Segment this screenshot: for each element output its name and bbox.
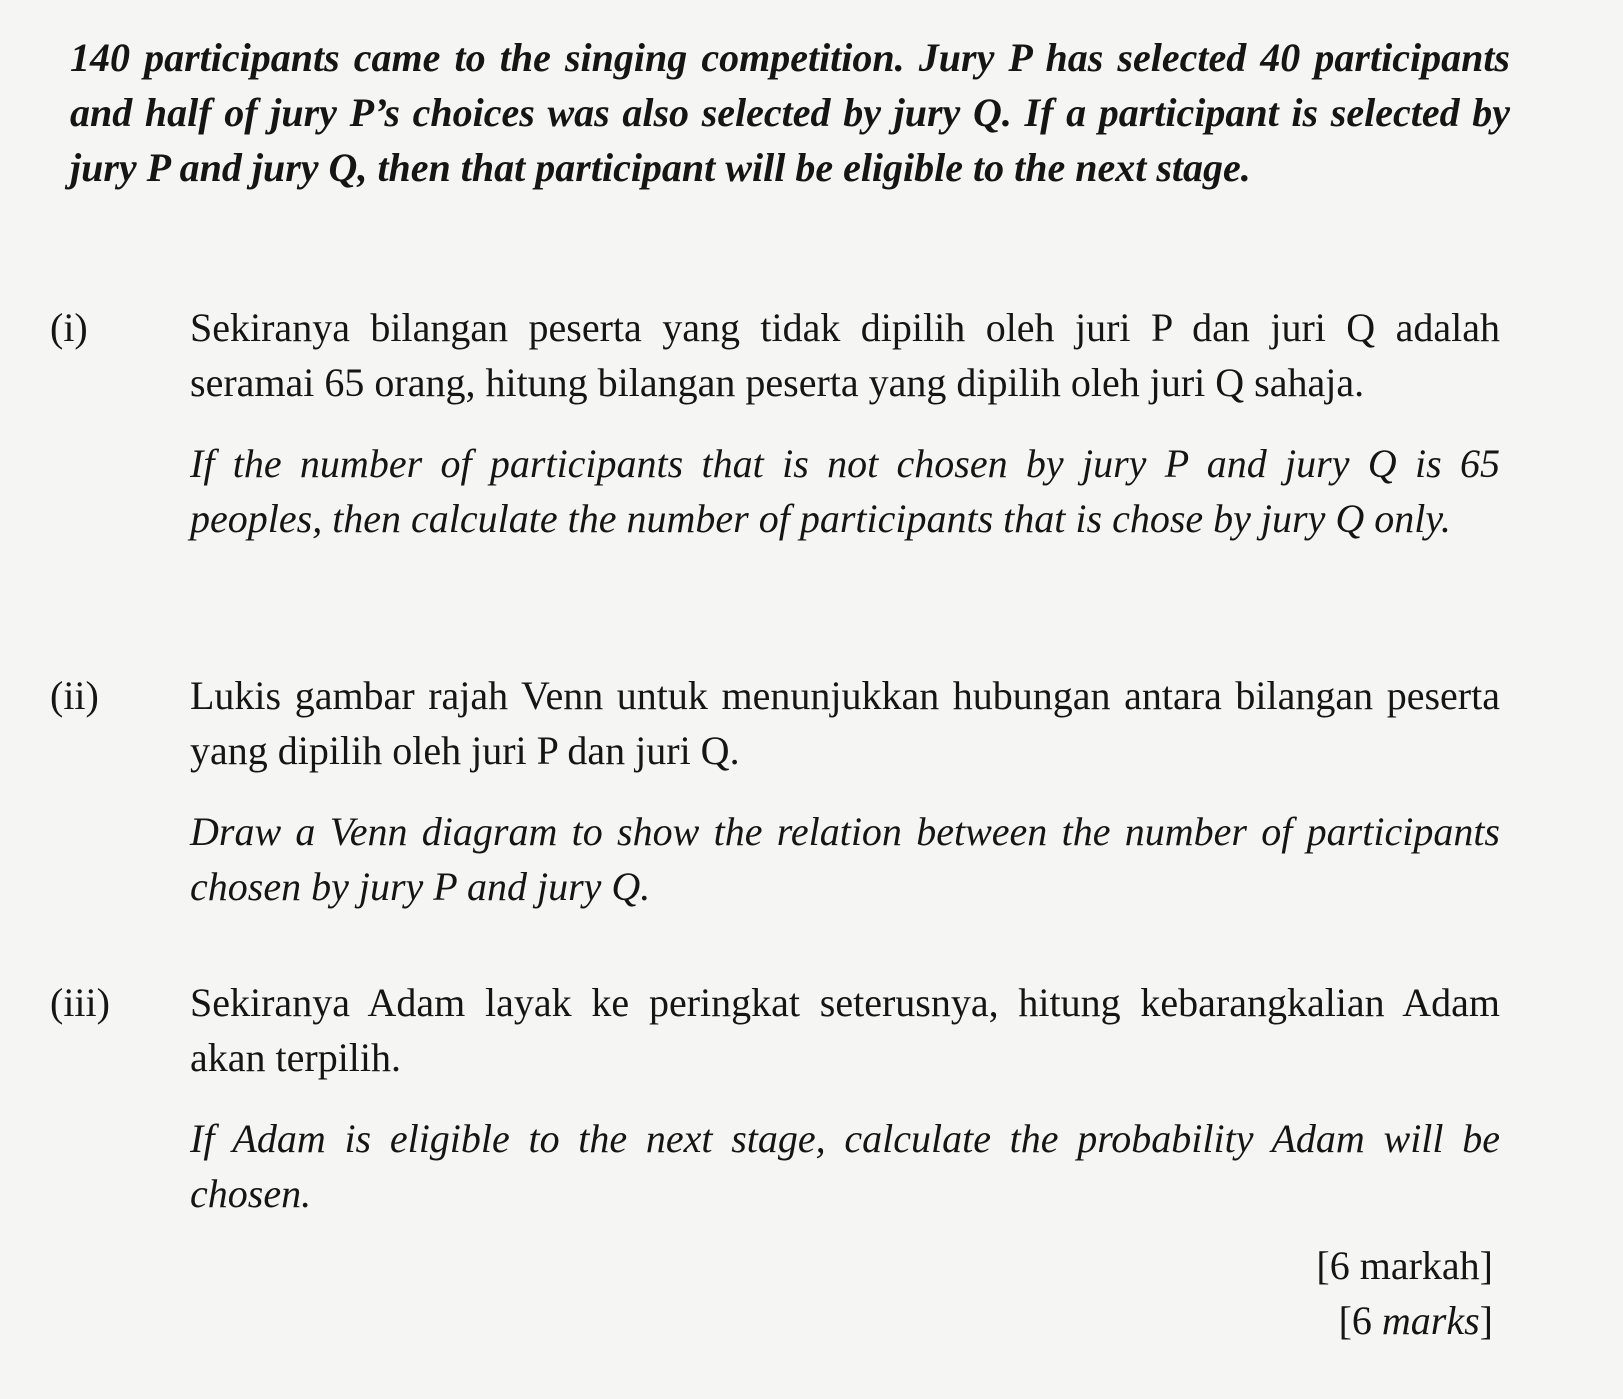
part-iii xyxy=(50,975,1520,1221)
malay-text: Lukis gambar rajah Venn untuk menunjukkan hubungan antara bilangan peserta yang dipilih oleh juri P dan juri Q. xyxy=(190,673,1500,773)
english-text: If Adam is eligible to the next stage, calculate the probability Adam will be chosen. xyxy=(190,1116,1500,1216)
malay-text: Sekiranya Adam layak ke peringkat seterusnya, hitung kebarangkalian Adam akan terpilih. xyxy=(190,980,1500,1080)
marks-english xyxy=(1339,1293,1493,1348)
marks-malay: [6 markah] xyxy=(1316,1243,1493,1288)
part-label: (i) xyxy=(50,305,88,350)
part-body xyxy=(190,300,1500,546)
part-label: (ii) xyxy=(50,673,99,718)
english-text: Draw a Venn diagram to show the relation between the number of participants chosen by jury P and jury Q. xyxy=(190,809,1500,909)
malay-text: Sekiranya bilangan peserta yang tidak dipilih oleh juri P dan juri Q adalah seramai 65 orang, hitung bilangan peserta yang dipilih oleh juri Q sahaja. xyxy=(190,305,1500,405)
part-i xyxy=(50,300,1520,546)
english-text: If the number of participants that is not chosen by jury P and jury Q is 65 peoples, then calculate the number of participants that is chose by jury Q only. xyxy=(190,441,1500,541)
marks-close: ] xyxy=(1479,1298,1493,1343)
question-intro: 140 participants came to the singing competition. Jury P has selected 40 participants and half of jury P’s choices was also selected by jury Q. If a participant is selected by jury P and jury Q, then that participant will be eligible to the next stage. xyxy=(70,35,1510,190)
part-ii xyxy=(50,668,1520,914)
marks-word: marks xyxy=(1381,1298,1480,1343)
part-body xyxy=(190,668,1500,914)
marks-open: [6 xyxy=(1338,1298,1382,1343)
part-body xyxy=(190,975,1500,1221)
part-label: (iii) xyxy=(50,980,110,1025)
